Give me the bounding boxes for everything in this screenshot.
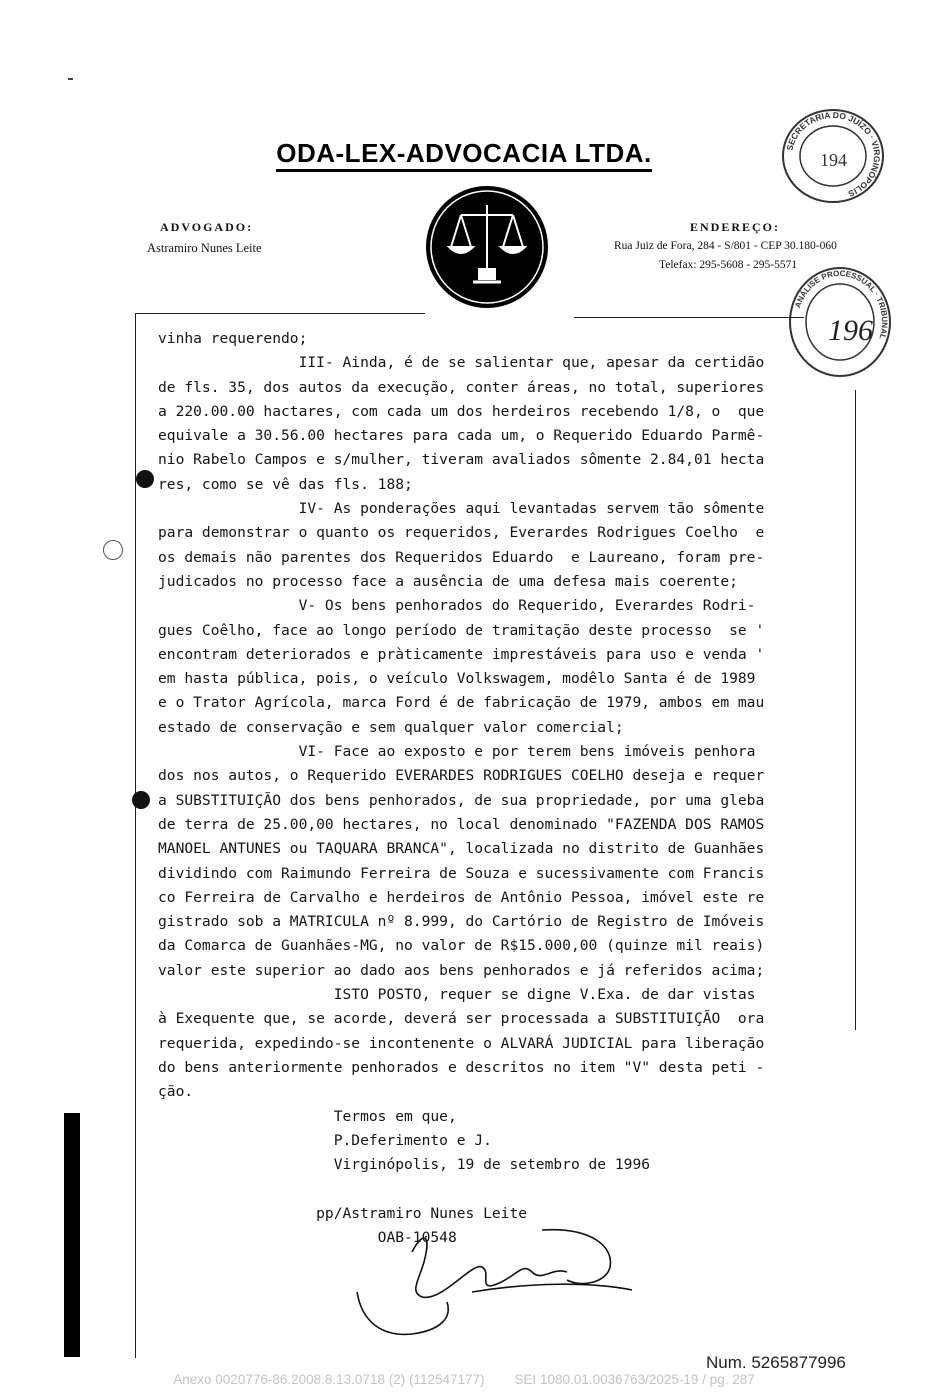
- body-line: encontram deteriorados e pràticamente imprestáveis para uso e venda ': [158, 645, 765, 663]
- svg-text:196: 196: [828, 314, 873, 347]
- body-line: a 220.00.00 hactares, com cada um dos herdeiros recebendo 1/8, o que: [158, 402, 765, 420]
- body-line: ISTO POSTO, requer se digne V.Exa. de dar vistas: [158, 986, 756, 1004]
- lawyer-label: ADVOGADO:: [160, 220, 254, 234]
- handwritten-signature: [352, 1222, 652, 1342]
- frame-left-rule: [135, 313, 136, 1358]
- body-line: co Ferreira de Carvalho e herdeiros de Antônio Pessoa, imóvel este re: [158, 888, 765, 906]
- body-line: dos nos autos, o Requerido EVERARDES RODRIGUES COELHO deseja e requer: [158, 767, 765, 785]
- phone-line: Telefax: 295-5608 - 295-5571: [659, 259, 798, 271]
- body-line: pp/Astramiro Nunes Leite: [158, 1204, 528, 1222]
- court-receipt-stamp: [780, 106, 886, 206]
- binder-ring-mark: [103, 540, 123, 560]
- scan-edge-bar: [64, 1113, 80, 1357]
- body-line: Virginópolis, 19 de setembro de 1996: [158, 1156, 651, 1174]
- petition-body: [158, 327, 858, 1250]
- body-line: Termos em que,: [158, 1107, 457, 1125]
- body-line: requerida, expedindo-se incontenente o ALVARÁ JUDICIAL para liberação: [158, 1034, 765, 1052]
- body-line: de terra de 25.00,00 hectares, no local denominado "FAZENDA DOS RAMOS: [158, 815, 765, 833]
- document-number: Num. 5265877996: [706, 1353, 846, 1372]
- body-line: MANOEL ANTUNES ou TAQUARA BRANCA", localizada no distrito de Guanhães: [158, 840, 765, 858]
- body-line: gues Coêlho, face ao longo período de tramitação deste processo se ': [158, 621, 765, 639]
- body-line: IV- As ponderações aqui levantadas servem tão sômente: [158, 500, 765, 518]
- address-label: ENDEREÇO:: [690, 220, 781, 234]
- body-line: em hasta pública, pois, o veículo Volkswagem, modêlo Santa é de 1989: [158, 670, 756, 688]
- body-line: nio Rabelo Campos e s/mulher, tiveram avaliados sômente 2.84,01 hecta: [158, 451, 765, 469]
- punch-hole: [132, 791, 150, 809]
- body-line: equivale a 30.56.00 hectares para cada um, o Requerido Eduardo Parmê-: [158, 427, 765, 445]
- body-line: estado de conservação e sem qualquer valor comercial;: [158, 718, 624, 736]
- body-line: de fls. 35, dos autos da execução, conter áreas, no total, superiores: [158, 378, 765, 396]
- body-line: da Comarca de Guanhães-MG, no valor de R$15.000,00 (quinze mil reais): [158, 937, 765, 955]
- lawyer-name: Astramiro Nunes Leite: [147, 241, 262, 255]
- scan-mark: [68, 78, 73, 80]
- body-line: ção.: [158, 1083, 194, 1101]
- body-line: dividindo com Raimundo Ferreira de Souza e sucessivamente com Francis: [158, 864, 765, 882]
- body-line: VI- Face ao exposto e por terem bens imóveis penhora: [158, 743, 756, 761]
- body-line: à Exequente que, se acorde, deverá ser processada a SUBSTITUIÇÃO ora: [158, 1010, 765, 1028]
- body-line: P.Deferimento e J.: [158, 1131, 492, 1149]
- body-line: gistrado sob a MATRICULA nº 8.999, do Cartório de Registro de Imóveis: [158, 913, 765, 931]
- body-line: V- Os bens penhorados do Requerido, Everardes Rodri-: [158, 597, 756, 615]
- address-line: Rua Juiz de Fora, 284 - S/801 - CEP 30.180-060: [614, 240, 837, 252]
- body-line: III- Ainda, é de se salientar que, apesar da certidão: [158, 354, 765, 372]
- svg-text:ANÁLISE PROCESSUAL · TRIBUNAL: ANÁLISE PROCESSUAL · TRIBUNAL: [793, 268, 890, 341]
- frame-top-right-rule: [574, 317, 804, 318]
- punch-hole: [136, 470, 154, 488]
- body-line: valor este superior ao dado aos bens penhorados e já referidos acima;: [158, 961, 765, 979]
- body-line: e o Trator Agrícola, marca Ford é de fabricação de 1979, ambos em mau: [158, 694, 765, 712]
- scales-of-justice-logo: [425, 185, 549, 309]
- body-line: para demonstrar o quanto os requeridos, Everardes Rodrigues Coelho e: [158, 524, 765, 542]
- svg-text:SECRETARIA DO JUÍZO · VIRGINÓP: SECRETARIA DO JUÍZO · VIRGINÓPOLIS: [784, 109, 883, 199]
- body-line: do bens anteriormente penhorados e descritos no item "V" desta peti -: [158, 1058, 765, 1076]
- frame-top-left-rule: [135, 313, 425, 314]
- body-line: a SUBSTITUIÇÃO dos bens penhorados, de sua propriedade, por uma gleba: [158, 791, 765, 809]
- body-line: [158, 1177, 858, 1201]
- body-line: judicados no processo face a ausência de uma defesa mais coerente;: [158, 572, 738, 590]
- svg-text:194: 194: [820, 150, 847, 170]
- body-line: res, como se vê das fls. 188;: [158, 475, 413, 493]
- body-line: os demais não parentes dos Requeridos Eduardo e Laureano, foram pre-: [158, 548, 765, 566]
- firm-name: ODA-LEX-ADVOCACIA LTDA.: [0, 138, 928, 169]
- body-line: OAB-10548: [158, 1228, 457, 1246]
- body-line: vinha requerendo;: [158, 330, 308, 347]
- page-reference-footer: Anexo 0020776-86.2008.8.13.0718 (2) (112547177) SEI 1080.01.0036763/2025-19 / pg. 287: [173, 1372, 755, 1387]
